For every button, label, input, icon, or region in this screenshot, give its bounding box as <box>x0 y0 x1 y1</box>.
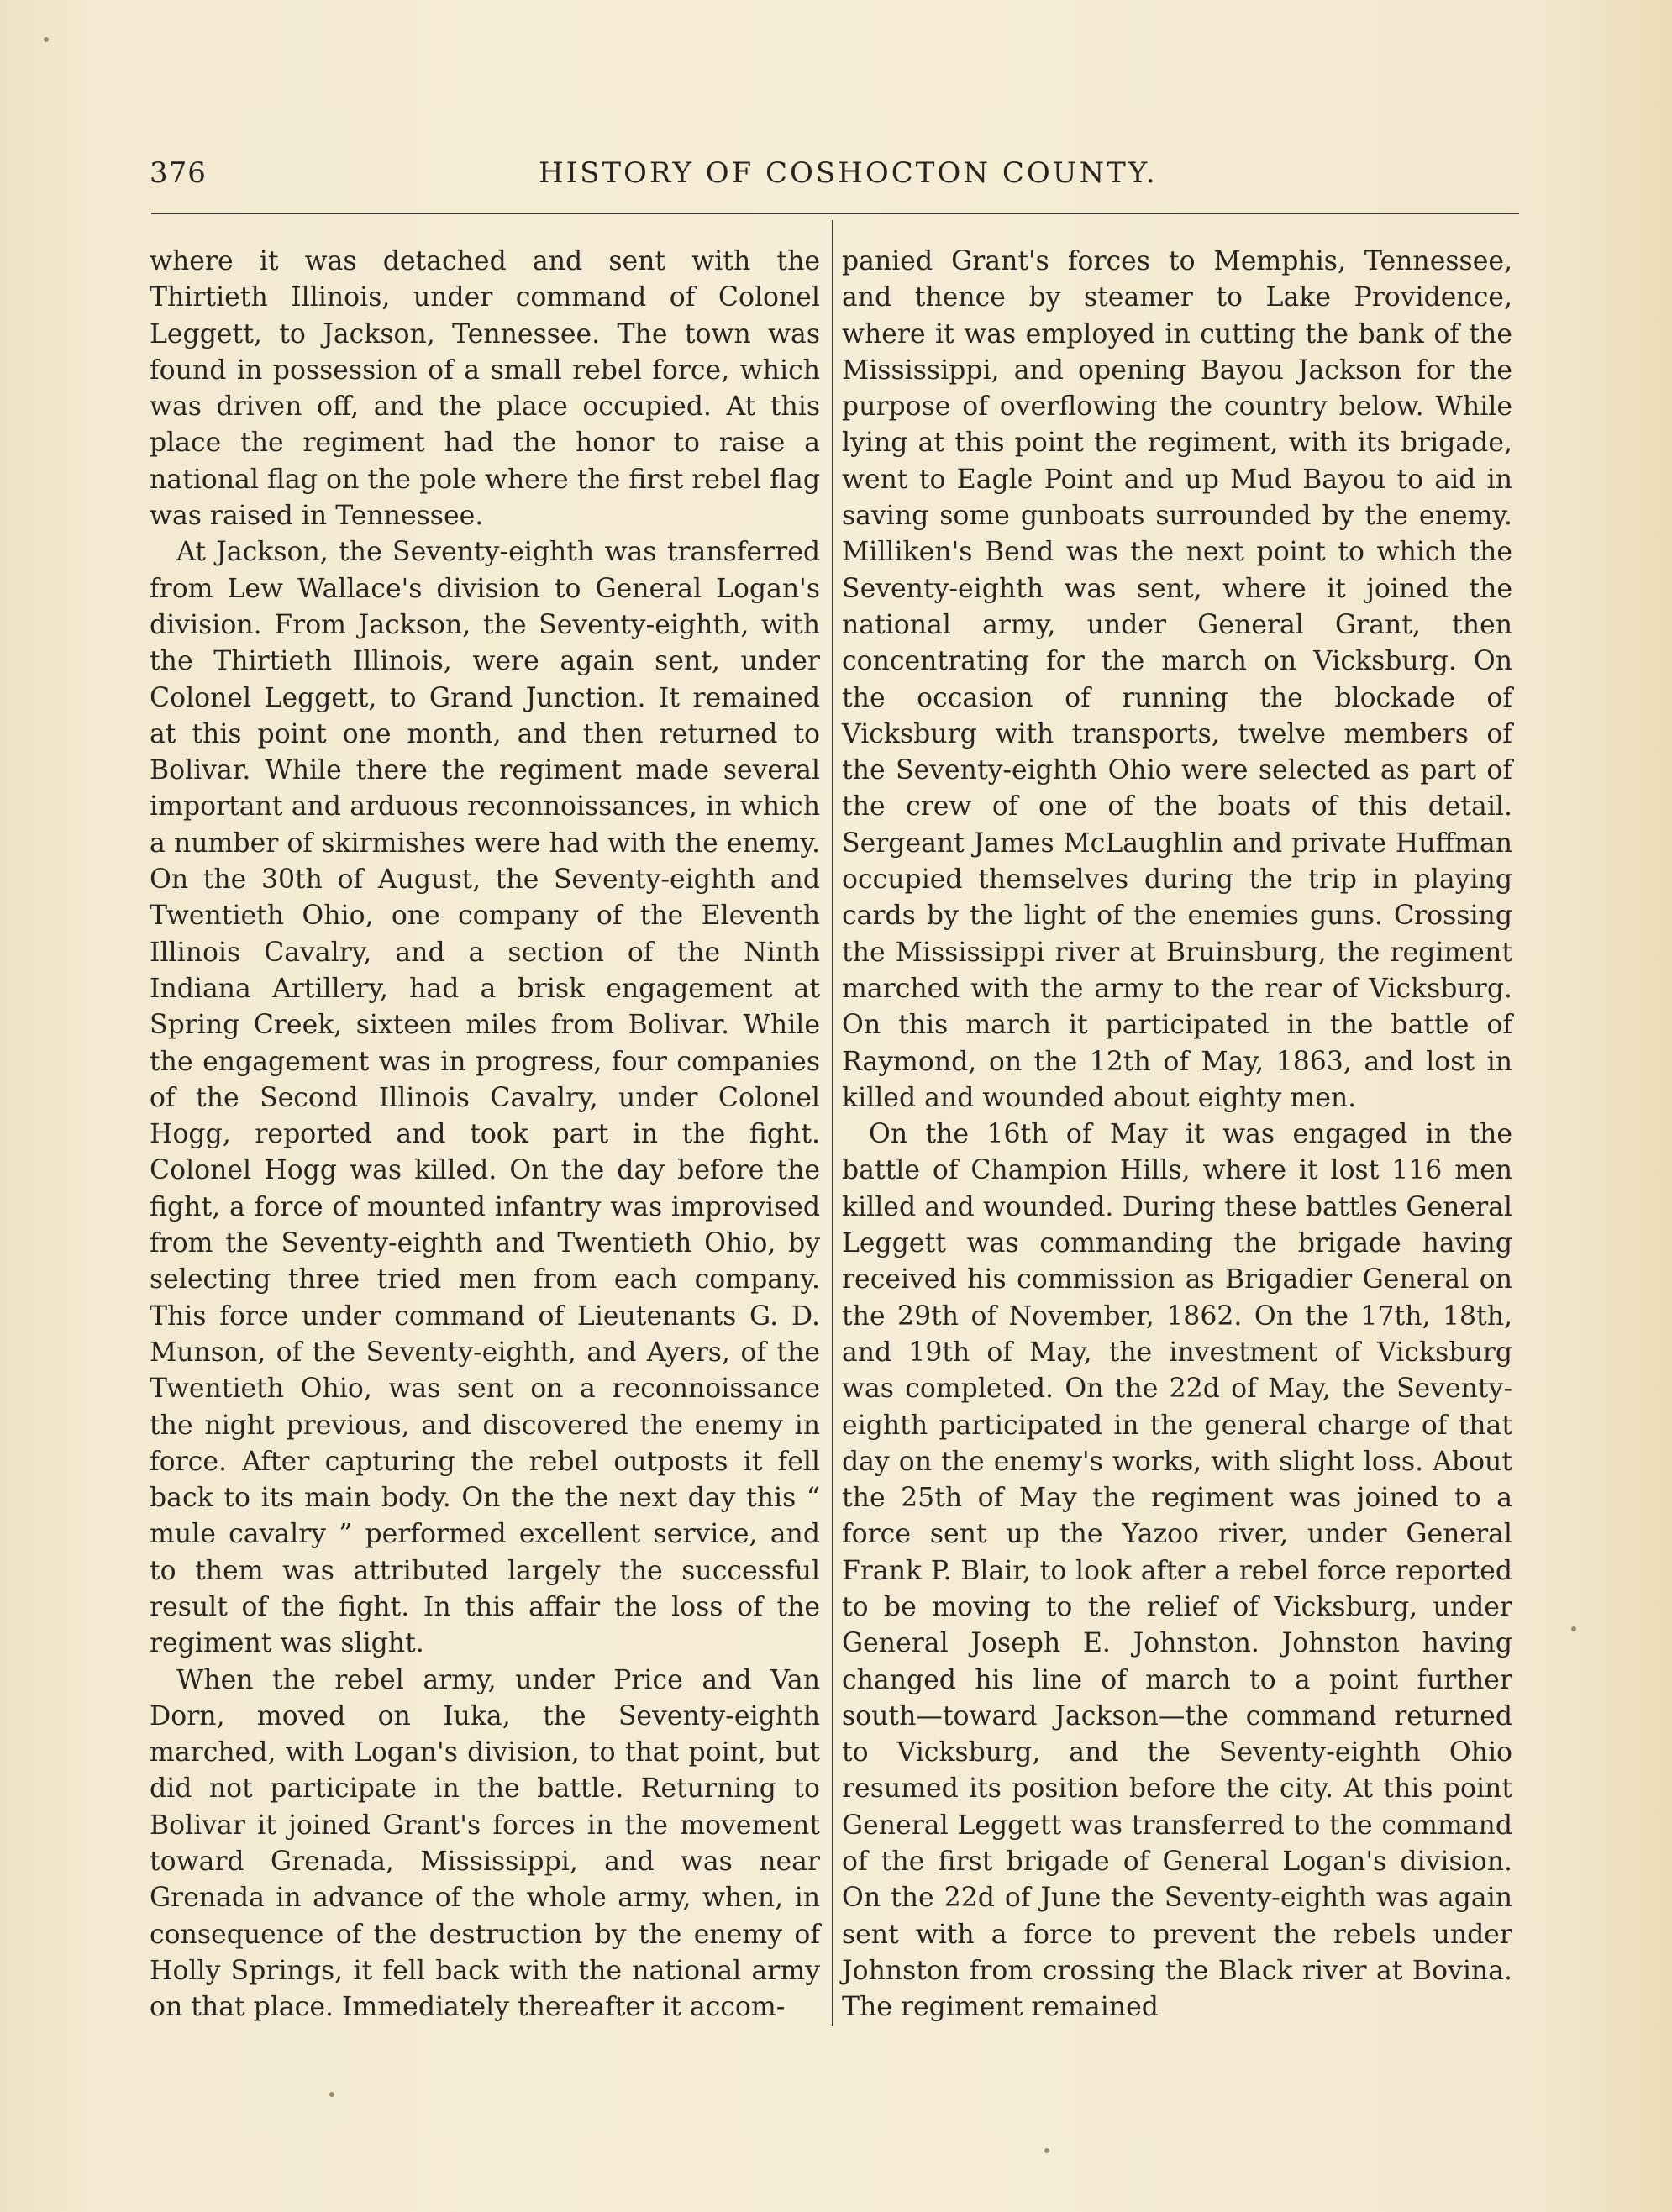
right-column <box>842 244 1512 2026</box>
paragraph: On the 16th of May it was engaged in the battle of Champion Hills, where it lost 116 men killed and wounded. During these battles General Leggett was commanding the brigade having received his commission as Brigadier General on the 29th of November, 1862. On the 17th, 18th, and 19th of May, the investment of Vicksburg was completed. On the 22d of May, the Seventy-eighth participated in the general charge of that day on the enemy's works, with slight loss. About the 25th of May the regiment was joined to a force sent up the Yazoo river, under General Frank P. Blair, to look after a rebel force reported to be moving to the relief of Vicksburg, under General Joseph E. Johnston. Johnston having changed his line of march to a point further south—toward Jackson—the command returned to Vicksburg, and the Seventy-eighth Ohio resumed its position before the city. At this point General Leggett was transferred to the command of the first brigade of General Logan's division. On the 22d of June the Seventy-eighth was again sent with a force to prevent the rebels under Johnston from crossing the Black river at Bovina. The regiment remained <box>842 1119 1512 2023</box>
paragraph: When the rebel army, under Price and Van Dorn, moved on Iuka, the Seventy-eighth marched, with Logan's division, to that point, but did not participate in the battle. Returning to Bolivar it joined Grant's forces in the movement toward Grenada, Mississippi, and was near Grenada in advance of the whole army, when, in consequence of the destruction by the enemy of Holly Springs, it fell back with the national army on that place. Immediately thereafter it accom- <box>150 1664 820 2023</box>
page-number: 376 <box>150 156 207 190</box>
left-column <box>150 244 820 2026</box>
running-head: HISTORY OF COSHOCTON COUNTY. <box>539 156 1158 190</box>
paper-speck <box>1571 1626 1576 1631</box>
column-divider <box>832 220 833 2026</box>
paragraph: where it was detached and sent with the Thirtieth Illinois, under command of Colonel Leggett, to Jackson, Tennessee. The town was found in possession of a small rebel force, which was driven off, and the place occupied. At this place the regiment had the honor to raise a national flag on the pole where the first rebel flag was raised in Tennessee. <box>150 246 820 532</box>
header-rule <box>151 213 1519 214</box>
paragraph: At Jackson, the Seventy-eighth was transferred from Lew Wallace's division to General Logan's division. From Jackson, the Seventy-eighth, with the Thirtieth Illinois, were again sent, under Colonel Leggett, to Grand Junction. It remained at this point one month, and then returned to Bolivar. While there the regiment made several important and arduous reconnoissances, in which a number of skirmishes were had with the enemy. On the 30th of August, the Seventy-eighth and Twentieth Ohio, one company of the Eleventh Illinois Cavalry, and a section of the Ninth Indiana Artillery, had a brisk engagement at Spring Creek, sixteen miles from Bolivar. While the engagement was in progress, four companies of the Second Illinois Cavalry, under Colonel Hogg, reported and took part in the fight. Colonel Hogg was killed. On the day before the fight, a force of mounted infantry was improvised from the Seventy-eighth and Twentieth Ohio, by selecting three tried men from each company. This force under command of Lieutenants G. D. Munson, of the Seventy-eighth, and Ayers, of the Twentieth Ohio, was sent on a reconnoissance the night previous, and discovered the enemy in force. After capturing the rebel outposts it fell back to its main body. On the the next day this “ mule cavalry ” performed excellent service, and to them was attributed largely the successful result of the fight. In this affair the loss of the regiment was slight. <box>150 537 820 1659</box>
paper-speck <box>1044 2148 1049 2153</box>
page-header <box>150 156 1519 207</box>
paragraph: panied Grant's forces to Memphis, Tennessee, and thence by steamer to Lake Providence, where it was employed in cutting the bank of the Mississippi, and opening Bayou Jackson for the purpose of overflowing the country below. While lying at this point the regiment, with its brigade, went to Eagle Point and up Mud Bayou to aid in saving some gunboats surrounded by the enemy. Milliken's Bend was the next point to which the Seventy-eighth was sent, where it joined the national army, under General Grant, then concentrating for the march on Vicksburg. On the occasion of running the blockade of Vicksburg with transports, twelve members of the Seventy-eighth Ohio were selected as part of the crew of one of the boats of this detail. Sergeant James McLaughlin and private Huffman occupied themselves during the trip in playing cards by the light of the enemies guns. Crossing the Mississippi river at Bruinsburg, the regiment marched with the army to the rear of Vicksburg. On this march it participated in the battle of Raymond, on the 12th of May, 1863, and lost in killed and wounded about eighty men. <box>842 246 1512 1113</box>
paper-speck <box>329 2092 334 2097</box>
paper-speck <box>44 37 49 42</box>
